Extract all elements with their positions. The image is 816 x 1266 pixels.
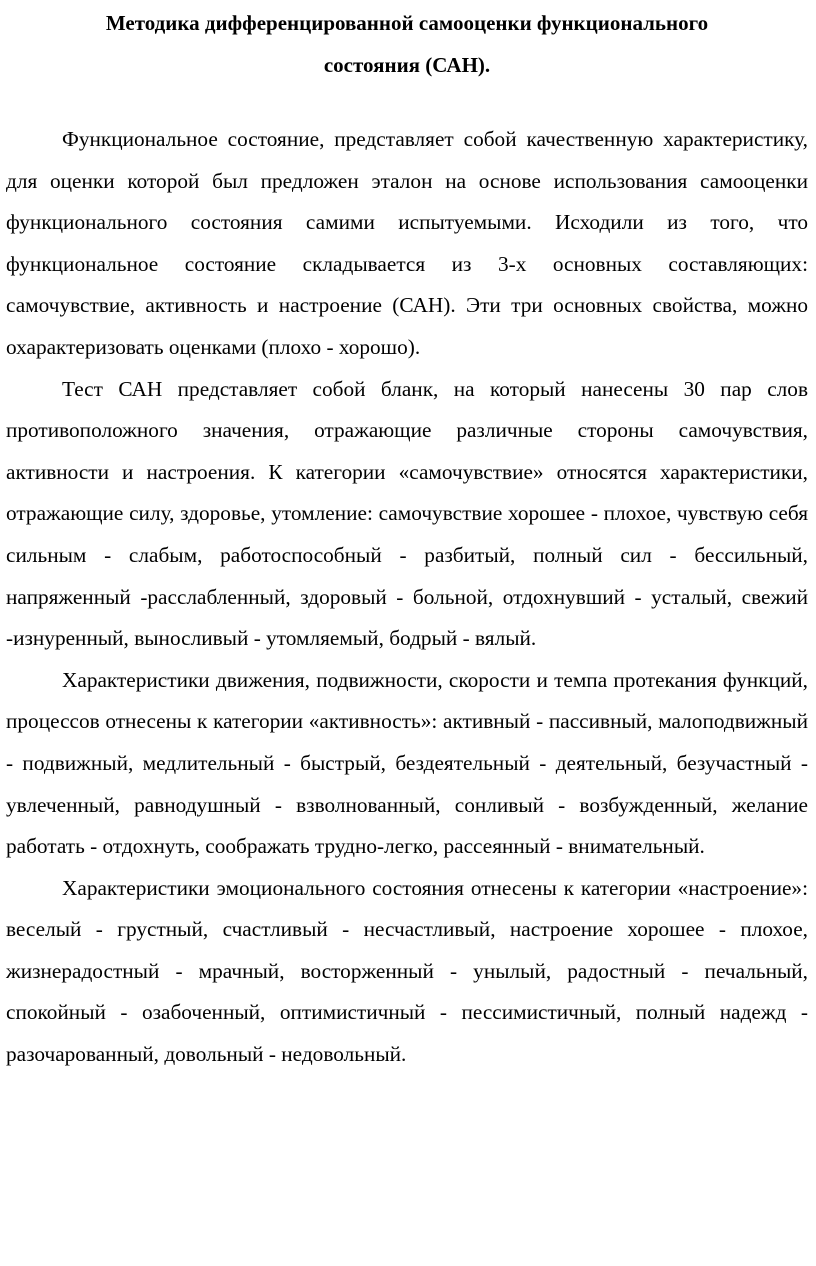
document-body bbox=[6, 119, 808, 1076]
paragraph-functional-state: Функциональное состояние, представляет собой качественную характеристику, для оценки которой был предложен эталон на основе использования самооценки функционального состояния самими испытуемыми. Исходили из того, что функциональное состояние складывается из 3-х основных составляющих: самочувствие, активность и настроение (САН). Эти три основных свойства, можно охарактеризовать оценками (плохо - хорошо). bbox=[6, 127, 808, 359]
paragraph-san-test-wellbeing: Тест САН представляет собой бланк, на который нанесены 30 пар слов противоположного значения, отражающие различные стороны самочувствия, активности и настроения. К категории «самочувствие» относятся характеристики, отражающие силу, здоровье, утомление: самочувствие хорошее - плохое, чувствую себя сильным - слабым, работоспособный - разбитый, полный сил - бессильный, напряженный -расслабленный, здоровый - больной, отдохнувший - усталый, свежий -изнуренный, выносливый - утомляемый, бодрый - вялый. bbox=[6, 376, 808, 651]
title-line-2: состояния (САН). bbox=[323, 53, 491, 77]
document-title bbox=[6, 0, 808, 86]
paragraph-mood: Характеристики эмоционального состояния отнесены к категории «настроение»: веселый - грустный, счастливый - несчастливый, настроение хорошее - плохое, жизнерадостный - мрачный, восторженный - унылый, радостный - печальный, спокойный - озабоченный, оптимистичный - пессимистичный, полный надежд - разочарованный, довольный - недовольный. bbox=[6, 875, 808, 1067]
title-line-1: Методика дифференцированной самооценки функционального bbox=[105, 11, 709, 35]
paragraph-activity: Характеристики движения, подвижности, скорости и темпа протекания функций, процессов отнесены к категории «активность»: активный - пассивный, малоподвижный - подвижный, медлительный - быстрый, бездеятельный - деятельный, безучастный - увлеченный, равнодушный - взволнованный, сонливый - возбужденный, желание работать - отдохнуть, соображать трудно-легко, рассеянный - внимательный. bbox=[6, 667, 808, 859]
